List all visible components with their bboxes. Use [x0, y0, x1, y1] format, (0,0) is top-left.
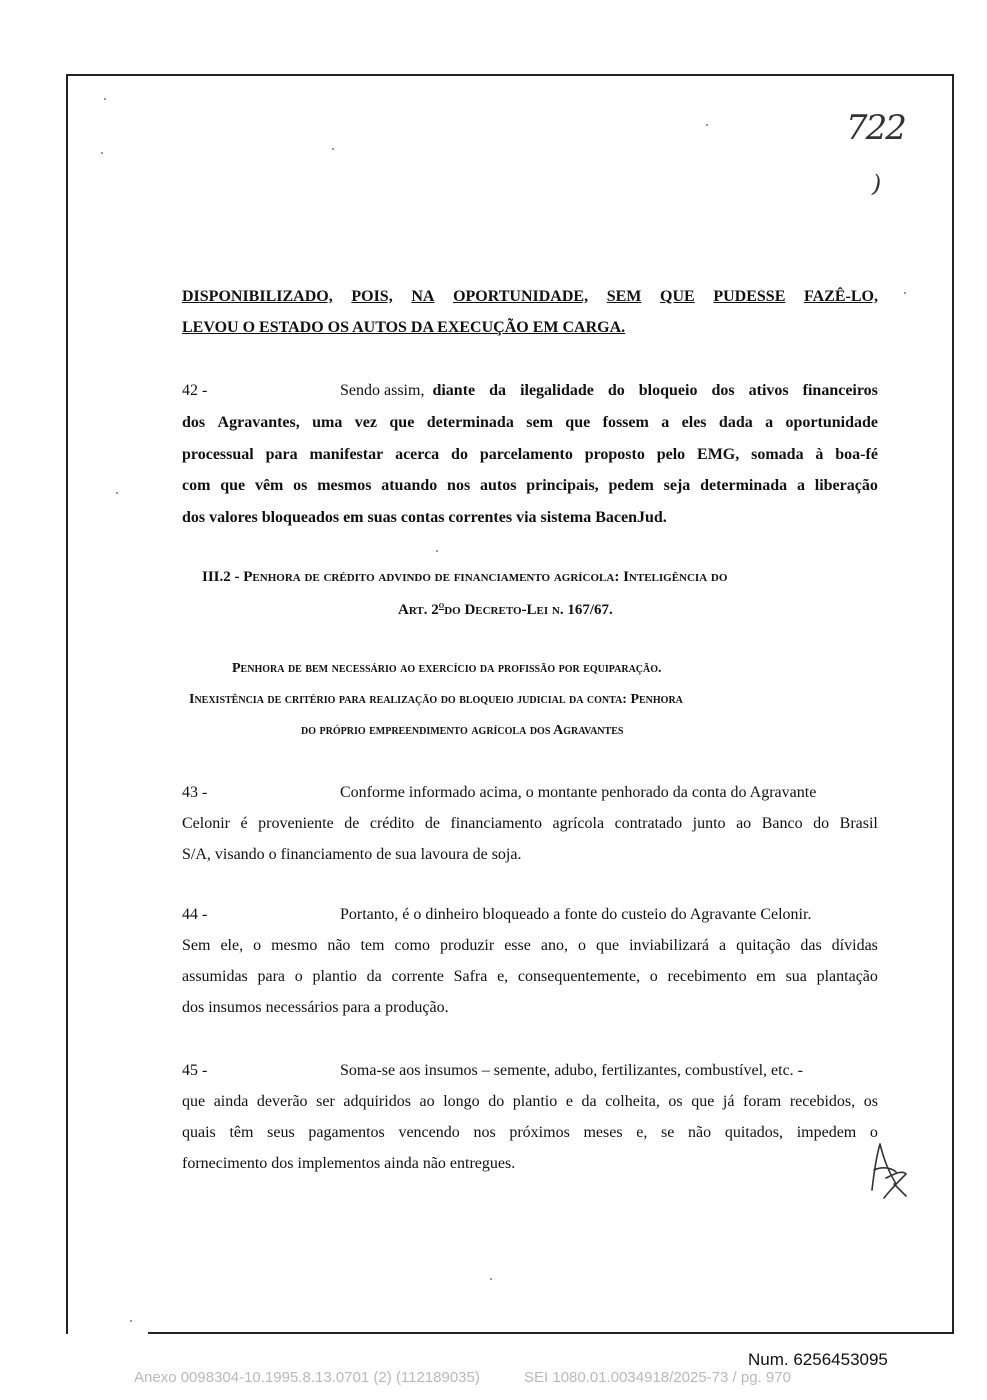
word: sem [526, 414, 553, 431]
word: OPORTUNIDADE, [453, 288, 589, 305]
word: a [661, 414, 670, 431]
para42-line2 [182, 414, 878, 432]
word: pelo [656, 446, 686, 463]
word: pedem [608, 477, 654, 494]
word: bloqueio [638, 382, 698, 399]
section-title-line1: III.2 - Penhora de crédito advindo de financiamento agrícola: Inteligência do [202, 569, 728, 585]
word: o [577, 937, 586, 954]
word: nos [473, 1124, 496, 1141]
word: como [394, 937, 430, 954]
para45-number: 45 - [182, 1062, 208, 1079]
para43-number: 43 - [182, 784, 208, 801]
para43-line1-text: Conforme informado acima, o montante penhorado da conta do Agravante [340, 784, 817, 801]
word: mesmo [271, 937, 318, 954]
footer-left: Anexo 0098304-10.1995.8.13.0701 (2) (112189035) [134, 1369, 480, 1386]
word: PUDESSE [713, 288, 786, 305]
word: plantio [312, 968, 357, 985]
handwritten-folio-number: 722 [846, 108, 905, 148]
word: DISPONIBILIZADO, [182, 288, 333, 305]
word: a [719, 937, 727, 954]
scan-speck [706, 124, 708, 126]
scan-speck [332, 148, 334, 150]
para45-line3 [182, 1124, 878, 1142]
scan-speck [490, 1278, 492, 1280]
word: fossem [602, 414, 649, 431]
word: Celonir [182, 815, 230, 832]
word: recebidos, [789, 1093, 856, 1110]
section-title-decree: do Decreto-Lei n. 167/67. [444, 602, 613, 618]
word: Banco [761, 815, 803, 832]
para45-line1 [182, 1062, 803, 1080]
word: ilegalidade [520, 382, 594, 399]
word: liberação [814, 477, 878, 494]
word: diante [432, 382, 476, 399]
word: têm [229, 1124, 254, 1141]
word: agrícola [552, 815, 605, 832]
para45-line2 [182, 1093, 878, 1111]
word: para [257, 968, 286, 985]
para45-line4: fornecimento dos implementos ainda não entregues. [182, 1155, 516, 1172]
word: dos [182, 414, 206, 431]
para44-line3 [182, 968, 878, 986]
word: em [756, 968, 776, 985]
word: dos [711, 382, 735, 399]
word: somada [751, 446, 804, 463]
para44-line4: dos insumos necessários para a produção. [182, 999, 449, 1016]
word: oportunidade [785, 414, 878, 431]
para43-line3: S/A, visando o financiamento de sua lavoura de soja. [182, 846, 522, 863]
word: a [796, 477, 805, 494]
word: atuando [381, 477, 438, 494]
section-title-article: Art. 2 [398, 602, 439, 618]
word: para [265, 446, 298, 463]
word: dívidas [831, 937, 878, 954]
word: longo [443, 1093, 480, 1110]
word: plantio [512, 1093, 558, 1110]
word: POIS, [351, 288, 393, 305]
document-number-stamp: Num. 6256453095 [748, 1350, 888, 1369]
word: que [182, 1093, 206, 1110]
word: foram [743, 1093, 782, 1110]
scan-speck [101, 152, 103, 154]
scan-speck [904, 292, 906, 294]
heading-caps-line2: LEVOU O ESTADO OS AUTOS DA EXECUÇÃO EM CARGA. [182, 319, 626, 336]
word: mesmos [317, 477, 372, 494]
word: ao [419, 1093, 435, 1110]
word: recebimento [667, 968, 747, 985]
word: Brasil [839, 815, 878, 832]
word: proposto [584, 446, 645, 463]
section-subtitle-line3: do próprio empreendimento agrícola dos Agravantes [301, 723, 624, 738]
para44-line1 [182, 906, 811, 924]
word: vez [354, 414, 377, 431]
word: colheita, [605, 1093, 660, 1110]
handwritten-folio-mark: ) [869, 169, 885, 199]
scan-speck [130, 1320, 132, 1322]
word: e, [636, 1124, 648, 1141]
word: e [565, 1093, 573, 1110]
word: que [565, 414, 591, 431]
word: impedem [796, 1124, 857, 1141]
para44-line1-text: Portanto, é o dinheiro bloqueado a fonte do custeio do Agravante Celonir. [340, 906, 812, 923]
word: parcelamento [479, 446, 573, 463]
footer-watermark [134, 1369, 791, 1386]
word: ser [316, 1093, 335, 1110]
word: ainda [213, 1093, 249, 1110]
word: FAZÊ-LO, [804, 288, 878, 305]
word: plantação [816, 968, 878, 985]
word: ao [736, 815, 752, 832]
word: o [649, 968, 658, 985]
word: do [607, 382, 625, 399]
word: meses [583, 1124, 623, 1141]
handwritten-initials-signature [866, 1140, 912, 1200]
section-subtitle-line1: Penhora de bem necessário ao exercício da profissão por equiparação. [232, 661, 662, 676]
word: proveniente [258, 815, 334, 832]
word: do [813, 815, 830, 832]
word: junto [692, 815, 726, 832]
para44-number: 44 - [182, 906, 208, 923]
word: da [366, 968, 382, 985]
para42-line5: dos valores bloqueados em suas contas correntes via sistema BacenJud. [182, 509, 667, 526]
word: quais [182, 1124, 216, 1141]
word: eles [681, 414, 707, 431]
word: seus [267, 1124, 295, 1141]
word: que [691, 1093, 715, 1110]
para42-line4 [182, 477, 878, 495]
para45-line1-text: Soma-se aos insumos – semente, adubo, fertilizantes, combustível, etc. - [340, 1062, 803, 1079]
word: ano, [540, 937, 568, 954]
footer-right: SEI 1080.01.0034918/2025-73 / pg. 970 [524, 1369, 791, 1386]
para42-line3 [182, 446, 878, 464]
word: Agravantes, [217, 414, 300, 431]
page-frame-bottom [148, 1332, 954, 1334]
word: Sem [182, 937, 211, 954]
word: quitados, [724, 1124, 784, 1141]
word: consequentemente, [517, 968, 641, 985]
word: SEM [606, 288, 642, 305]
word: que [389, 414, 415, 431]
word: o [253, 937, 262, 954]
word: os [293, 477, 308, 494]
word: com [182, 477, 211, 494]
word: o [869, 1124, 878, 1141]
word: da [489, 382, 507, 399]
word: da [581, 1093, 597, 1110]
word: tem [360, 937, 385, 954]
para44-line2 [182, 937, 878, 955]
word: vêm [254, 477, 284, 494]
word: dada [718, 414, 753, 431]
word: Safra [453, 968, 488, 985]
section-subtitle-line2: Inexistência de critério para realização do bloqueio judicial da conta: Penhora [189, 692, 683, 707]
word: ele, [220, 937, 244, 954]
word: uma [312, 414, 343, 431]
word: nos [447, 477, 471, 494]
word: próximos [509, 1124, 570, 1141]
word: seja [663, 477, 691, 494]
word: é [240, 815, 248, 832]
word: NA [411, 288, 435, 305]
word: quitação [736, 937, 791, 954]
word: financiamento [450, 815, 542, 832]
scan-speck [104, 98, 106, 100]
word: corrente [391, 968, 444, 985]
word: que [595, 937, 620, 954]
para42-line1-bold [432, 382, 878, 400]
word: autos [479, 477, 517, 494]
page-frame-right [952, 74, 954, 1334]
word: assumidas [182, 968, 248, 985]
section-title-line2 [398, 600, 613, 619]
word: contratado [614, 815, 683, 832]
word: esse [504, 937, 531, 954]
word: adquiridos [343, 1093, 411, 1110]
para43-line2 [182, 815, 878, 833]
word: financeiros [802, 382, 878, 399]
word: deverão [256, 1093, 308, 1110]
word: acerca [395, 446, 440, 463]
word: inviabilizará [629, 937, 710, 954]
word: de [424, 815, 440, 832]
word: os [668, 1093, 683, 1110]
word: principais, [526, 477, 599, 494]
page-frame-left [66, 74, 68, 1334]
word: EMG, [697, 446, 740, 463]
word: já [722, 1093, 735, 1110]
para42-line1-plain: Sendo assim, [340, 382, 425, 399]
word: sua [785, 968, 807, 985]
word: de [344, 815, 360, 832]
word: crédito [369, 815, 415, 832]
word: do [488, 1093, 505, 1110]
word: produzir [439, 937, 495, 954]
word: determinada [426, 414, 514, 431]
word: que [220, 477, 246, 494]
word: se [661, 1124, 675, 1141]
word: processual [182, 446, 254, 463]
word: não [327, 937, 351, 954]
word: os [863, 1093, 878, 1110]
para42-number: 42 - [182, 382, 208, 399]
page-frame-top [66, 74, 954, 76]
word: ativos [748, 382, 789, 399]
scan-speck [116, 492, 118, 494]
word: pagamentos [308, 1124, 385, 1141]
ordinal-superscript: o [438, 600, 445, 611]
word: determinada [700, 477, 788, 494]
word: boa-fé [835, 446, 878, 463]
word: QUE [660, 288, 695, 305]
para43-line1 [182, 784, 816, 802]
heading-caps-line1 [182, 288, 878, 306]
scan-speck [436, 550, 438, 552]
word: não [688, 1124, 712, 1141]
word: e, [497, 968, 509, 985]
word: das [800, 937, 822, 954]
word: vencendo [398, 1124, 460, 1141]
word: a [765, 414, 774, 431]
word: à [815, 446, 824, 463]
word: o [294, 968, 303, 985]
para42-line1 [182, 382, 878, 400]
word: do [451, 446, 468, 463]
word: manifestar [309, 446, 384, 463]
